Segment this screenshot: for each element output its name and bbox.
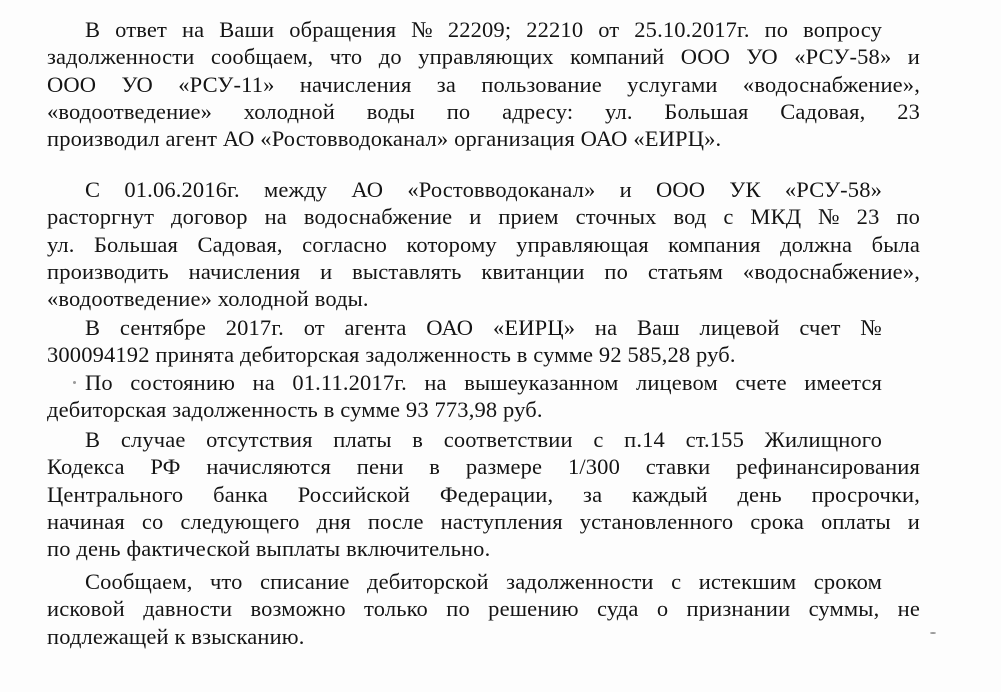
text-line: По состоянию на 01.11.2017г. на вышеуказанном лицевом счете имеется (85, 370, 882, 395)
text-line: «водоотведение» холодной воды по адресу: ул. Большая Садовая, 23 (47, 98, 920, 124)
paragraph-penalty-notice (47, 426, 920, 562)
paragraph-contract-termination (47, 176, 920, 312)
text-line: Кодекса РФ начисляются пени в размере 1/300 ставки рефинансирования (47, 454, 920, 480)
text-line: расторгнут договор на водоснабжение и прием сточных вод с МКД № 23 по (47, 204, 920, 230)
paragraph-current-debt (47, 369, 920, 424)
text-line: производил агент АО «Ростовводоканал» организация ОАО «ЕИРЦ». (47, 126, 722, 152)
text-line: ул. Большая Садовая, согласно которому управляющая компания должна была (47, 231, 920, 257)
text-line: В сентябре 2017г. от агента ОАО «ЕИРЦ» на Ваш лицевой счет № (85, 315, 882, 340)
text-line: С 01.06.2016г. между АО «Ростовводоканал» и ООО УК «РСУ-58» (85, 177, 882, 202)
text-line: задолженности сообщаем, что до управляющих компаний ООО УО «РСУ-58» и (47, 44, 920, 70)
text-line: по день фактической выплаты включительно. (47, 536, 491, 562)
paragraph-write-off-notice (47, 568, 920, 650)
text-line: В ответ на Ваши обращения № 22209; 22210 от 25.10.2017г. по вопросу (85, 17, 882, 42)
text-line: подлежащей к взысканию. (47, 623, 305, 649)
text-line: дебиторская задолженность в сумме 93 773,98 руб. (47, 397, 543, 423)
text-line: ООО УО «РСУ-11» начисления за пользование услугами «водоснабжение», (47, 71, 920, 97)
text-line: начиная со следующего дня после наступления установленного срока оплаты и (47, 508, 920, 534)
scan-speck (930, 632, 936, 634)
paragraph-appeal-reply (47, 16, 920, 152)
text-line: Сообщаем, что списание дебиторской задолженности с истекшим сроком (85, 569, 882, 594)
text-line: Центрального банка Российской Федерации, за каждый день просрочки, (47, 481, 920, 507)
text-line: исковой давности возможно только по решению суда о признании суммы, не (47, 596, 920, 622)
text-line: «водоотведение» холодной воды. (47, 286, 369, 312)
text-line: производить начисления и выставлять квитанции по статьям «водоснабжение», (47, 258, 920, 284)
scan-speck (73, 381, 76, 384)
text-line: В случае отсутствия платы в соответствии с п.14 ст.155 Жилищного (85, 427, 882, 452)
paragraph-debt-accepted (47, 314, 920, 369)
text-line: 300094192 принята дебиторская задолженность в сумме 92 585,28 руб. (47, 342, 736, 368)
